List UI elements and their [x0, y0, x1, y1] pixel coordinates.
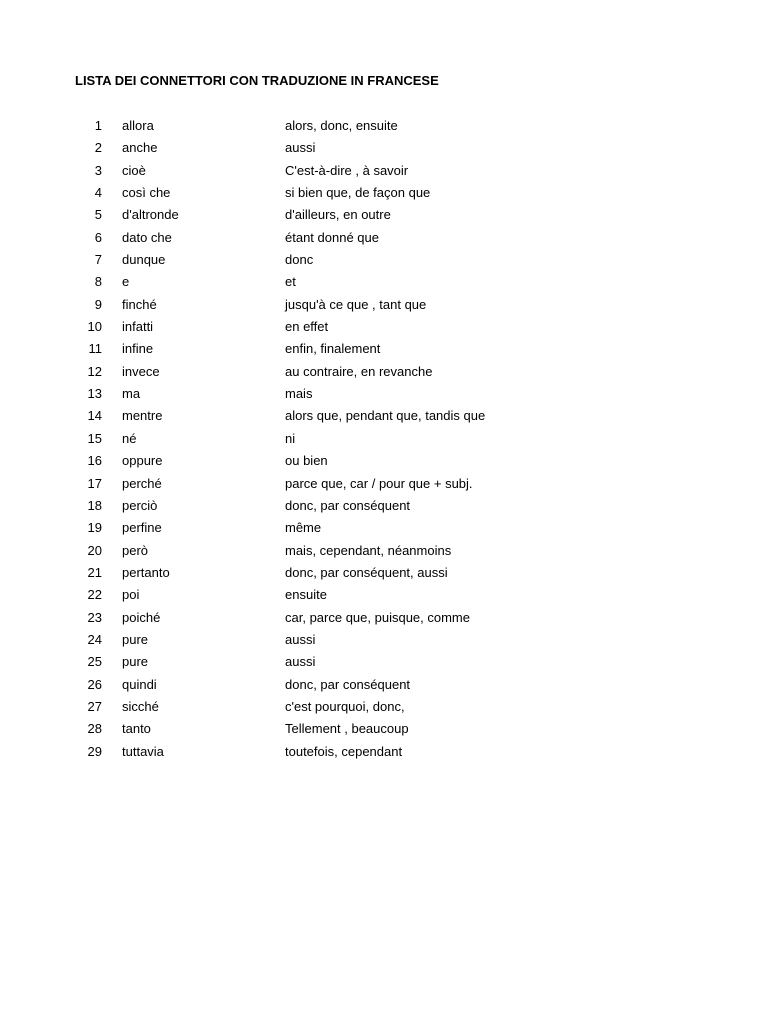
italian-connector: finché: [122, 296, 157, 312]
french-translation: Tellement , beaucoup: [285, 721, 409, 737]
italian-connector: d'altronde: [122, 207, 179, 223]
row-number: 26: [87, 676, 102, 692]
italian-connector: perché: [122, 475, 162, 491]
row-number: 14: [87, 408, 102, 424]
row-number: 6: [94, 229, 102, 245]
row-number: 24: [87, 631, 102, 647]
list-item: [0, 652, 768, 674]
row-number: 21: [87, 564, 102, 580]
row-number: 9: [94, 296, 102, 312]
italian-connector: oppure: [122, 453, 163, 469]
french-translation: ni: [285, 430, 296, 446]
list-item: [0, 585, 768, 607]
french-translation: donc, par conséquent: [285, 497, 411, 513]
list-item: [0, 719, 768, 741]
row-number: 20: [87, 542, 102, 558]
row-number: 16: [87, 453, 102, 469]
italian-connector: mentre: [122, 408, 163, 424]
list-item: [0, 138, 768, 160]
list-item: [0, 205, 768, 227]
row-number: 1: [94, 118, 102, 133]
french-translation: toutefois, cependant: [285, 743, 403, 759]
italian-connector: però: [122, 542, 149, 558]
list-item: [0, 183, 768, 205]
italian-connector: pure: [122, 631, 149, 647]
french-translation: en effet: [285, 319, 329, 335]
list-item: [0, 429, 768, 451]
list-item: [0, 608, 768, 630]
italian-connector: dunque: [122, 252, 166, 268]
document-title: LISTA DEI CONNETTORI CON TRADUZIONE IN FRANCESE: [75, 73, 439, 88]
row-number: 17: [87, 475, 102, 491]
italian-connector: e: [122, 274, 130, 290]
list-item: [0, 272, 768, 294]
french-translation: et: [285, 274, 296, 290]
italian-connector: allora: [122, 118, 154, 133]
list-item: [0, 384, 768, 406]
list-item: [0, 630, 768, 652]
italian-connector: sicché: [122, 698, 159, 714]
row-number: 25: [87, 654, 102, 670]
row-number: 22: [87, 587, 102, 603]
french-translation: mais: [285, 386, 313, 402]
french-translation: ou bien: [285, 453, 328, 469]
french-translation: si bien que, de façon que: [285, 185, 431, 201]
italian-connector: quindi: [122, 676, 157, 692]
french-translation: étant donné que: [285, 229, 379, 245]
french-translation: au contraire, en revanche: [285, 363, 433, 379]
french-translation: enfin, finalement: [285, 341, 381, 357]
italian-connector: perciò: [122, 497, 158, 513]
italian-connector: dato che: [122, 229, 172, 245]
list-item: [0, 161, 768, 183]
row-number: 8: [94, 274, 102, 290]
list-item: [0, 295, 768, 317]
french-translation: aussi: [285, 631, 316, 647]
italian-connector: pertanto: [122, 564, 170, 580]
french-translation: parce que, car / pour que + subj.: [285, 475, 473, 491]
list-item: [0, 250, 768, 272]
list-item: [0, 675, 768, 697]
french-translation: jusqu'à ce que , tant que: [285, 296, 427, 312]
italian-connector: invece: [122, 363, 160, 379]
row-number: 10: [87, 319, 102, 335]
row-number: 23: [87, 609, 102, 625]
french-translation: donc: [285, 252, 314, 268]
french-translation: C'est-à-dire , à savoir: [285, 162, 409, 178]
list-item: [0, 116, 768, 138]
row-number: 13: [87, 386, 102, 402]
french-translation: mais, cependant, néanmoins: [285, 542, 452, 558]
french-translation: car, parce que, puisque, comme: [285, 609, 470, 625]
french-translation: c'est pourquoi, donc,: [285, 698, 405, 714]
row-number: 29: [87, 743, 102, 759]
italian-connector: poi: [122, 587, 140, 603]
row-number: 19: [87, 520, 102, 536]
row-number: 28: [87, 721, 102, 737]
italian-connector: anche: [122, 140, 158, 156]
list-item: [0, 541, 768, 563]
french-translation: d'ailleurs, en outre: [285, 207, 391, 223]
row-number: 27: [87, 698, 102, 714]
list-item: [0, 362, 768, 384]
french-translation: ensuite: [285, 587, 327, 603]
italian-connector: infatti: [122, 319, 154, 335]
row-number: 2: [94, 140, 102, 156]
row-number: 15: [87, 430, 102, 446]
list-item: [0, 451, 768, 473]
italian-connector: perfine: [122, 520, 162, 536]
french-translation: donc, par conséquent, aussi: [285, 564, 448, 580]
list-item: [0, 474, 768, 496]
list-item: [0, 496, 768, 518]
french-translation: même: [285, 520, 322, 536]
list-item: [0, 406, 768, 428]
italian-connector: cioè: [122, 162, 146, 178]
french-translation: aussi: [285, 654, 316, 670]
italian-connector: né: [122, 430, 137, 446]
italian-connector: infine: [122, 341, 154, 357]
list-item: [0, 518, 768, 540]
list-item: [0, 317, 768, 339]
french-translation: aussi: [285, 140, 316, 156]
row-number: 5: [94, 207, 102, 223]
italian-connector: poiché: [122, 609, 161, 625]
row-number: 3: [94, 162, 102, 178]
list-item: [0, 339, 768, 361]
row-number: 11: [88, 341, 102, 357]
italian-connector: tanto: [122, 721, 151, 737]
italian-connector: pure: [122, 654, 149, 670]
italian-connector: ma: [122, 386, 141, 402]
row-number: 18: [87, 497, 102, 513]
french-translation: donc, par conséquent: [285, 676, 411, 692]
list-item: [0, 697, 768, 719]
row-number: 12: [87, 363, 102, 379]
french-translation: alors, donc, ensuite: [285, 118, 398, 133]
french-translation: alors que, pendant que, tandis que: [285, 408, 486, 424]
list-item: [0, 563, 768, 585]
italian-connector: tuttavia: [122, 743, 164, 759]
italian-connector: così che: [122, 185, 171, 201]
list-item: [0, 742, 768, 764]
connector-list: [0, 116, 768, 764]
row-number: 4: [94, 185, 102, 201]
row-number: 7: [94, 252, 102, 268]
list-item: [0, 228, 768, 250]
